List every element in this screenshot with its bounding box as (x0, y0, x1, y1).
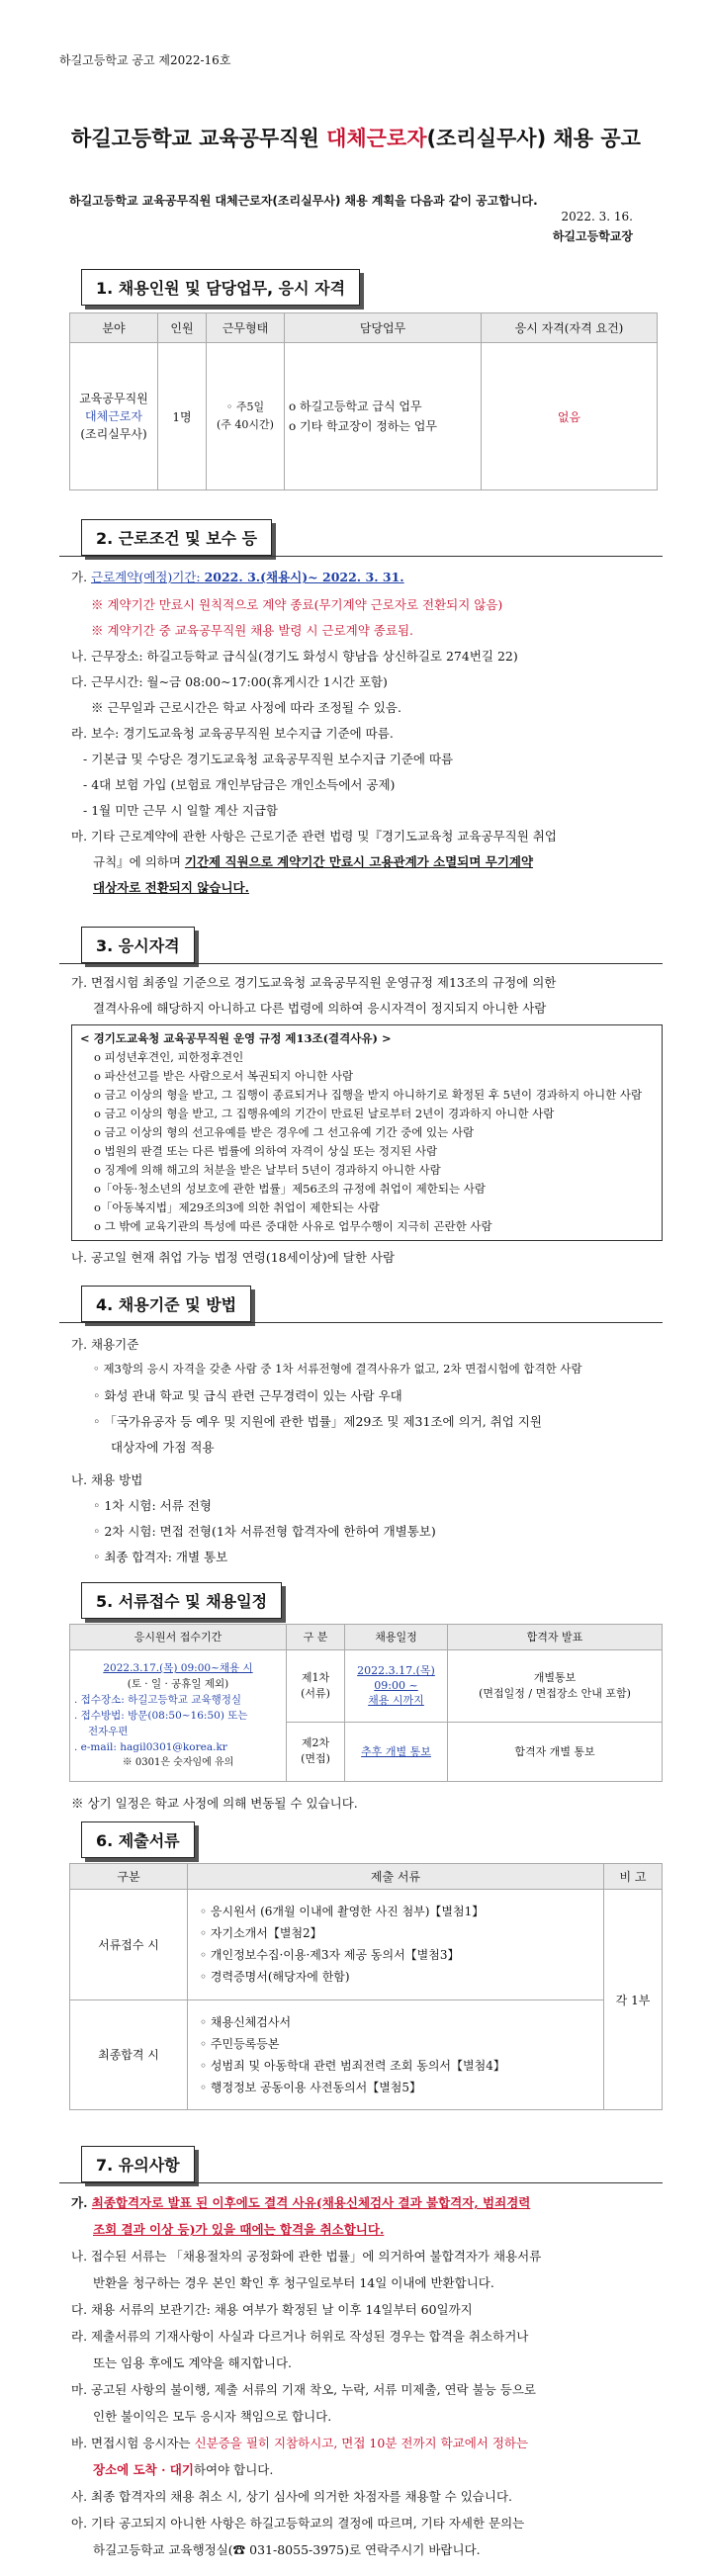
notice-6: 바. 면접시험 응시자는 신분증을 필히 지참하시고, 면접 10분 전까지 학교에서 정하는 (71, 2436, 529, 2450)
notice-8b: 하길고등학교 교육행정실(☎ 031-8055-3975)로 연락주시기 바랍니다. (93, 2542, 481, 2557)
salary-item-3: - 1월 미만 근무 시 일할 계산 지급함 (83, 803, 278, 818)
documents-table (69, 1863, 663, 2110)
notice-3: 다. 채용 서류의 보관기간: 채용 여부가 확정된 날 이후 14일부터 60일까지 (71, 2302, 473, 2317)
notice-5: 마. 공고된 사항의 불이행, 제출 서류의 기재 착오, 누락, 서류 미제출, 연락 불능 등으로 (71, 2382, 536, 2397)
list-item: o「아동·청소년의 성보호에 관한 법률」제56조의 규정에 취업이 제한되는 사람 (94, 1182, 486, 1196)
header-documents: 제출 서류 (188, 1864, 604, 1890)
notice-2: 나. 접수된 서류는 「채용절차의 공정화에 관한 법률」에 의거하여 불합격자가 채용서류 (71, 2249, 542, 2264)
work-place: 나. 근무장소: 하길고등학교 급식실(경기도 화성시 향남읍 상신하길로 274번길 22) (71, 649, 518, 664)
header-schedule: 채용일정 (345, 1625, 448, 1650)
divider (59, 1322, 663, 1323)
school-principal: 하길고등학교장 (552, 229, 633, 243)
schedule-note: ※ 상기 일정은 학교 사정에 의해 변동될 수 있습니다. (71, 1796, 358, 1811)
method-3: ◦ 최종 합격자: 개별 통보 (93, 1550, 228, 1564)
round-2-result: 합격자 개별 통보 (448, 1722, 663, 1781)
notice-8: 아. 기타 공고되지 아니한 사항은 하길고등학교의 결정에 따르며, 기타 자세한 문의는 (71, 2516, 525, 2531)
section-4-title: 4. 채용기준 및 방법 (81, 1286, 251, 1322)
round-2-schedule: 추후 개별 통보 (345, 1722, 448, 1781)
category-application: 서류접수 시 (70, 1890, 188, 2000)
list-item: o 그 밖에 교육기관의 특성에 따른 중대한 사유로 업무수행이 지극히 곤란한 사람 (94, 1219, 492, 1233)
contract-period: 가. 근로계약(예정)기간: 2022. 3.(채용시)~ 2022. 3. 31. (71, 570, 404, 584)
header-type: 구 분 (287, 1625, 345, 1650)
round-1-cell: 제1차 (서류) (287, 1649, 345, 1722)
salary-item-1: - 기본급 및 수당은 경기도교육청 교육공무직원 보수지급 기준에 따름 (83, 752, 454, 766)
header-work-type: 근무형태 (207, 313, 285, 343)
divider (59, 963, 663, 964)
section-1-title: 1. 채용인원 및 담당업무, 응시 자격 (81, 269, 360, 306)
header-note: 비 고 (604, 1864, 663, 1890)
list-item: o「아동복지법」제29조의3에 의한 취업이 제한되는 사람 (94, 1200, 380, 1214)
count-cell: 1명 (158, 343, 207, 490)
work-type-cell: ◦ 주5일 (주 40시간) (207, 343, 285, 490)
salary-item-2: - 4대 보험 가입 (보험료 개인부담금은 개인소득에서 공제) (83, 777, 396, 792)
notice-4: 라. 제출서류의 기재사항이 사실과 다르거나 허위로 작성된 경우는 합격을 취소하거나 (71, 2329, 529, 2344)
notice-1b: 조회 결과 이상 등)가 있을 때에는 합격을 취소합니다. (93, 2222, 385, 2237)
criteria-2: ◦ 화성 관내 학교 및 급식 관련 근무경력이 있는 사람 우대 (93, 1388, 402, 1403)
contract-note-1: ※ 계약기간 만료시 원칙적으로 계약 종료(무기계약 근로자로 전환되지 않음) (91, 597, 503, 612)
notice-2b: 반환을 청구하는 경우 본인 확인 후 청구일로부터 14일 이내에 반환합니다. (93, 2275, 494, 2290)
header-result: 합격자 발표 (448, 1625, 663, 1650)
list-item: o 금고 이상의 형의 선고유예를 받은 경우에 그 선고유예 기간 중에 있는 사람 (94, 1125, 475, 1139)
other-conditions-2: 규칙』에 의하며 기간제 직원으로 계약기간 만료시 고용관계가 소멸되며 무기계약 (93, 854, 534, 869)
section-2-title: 2. 근로조건 및 보수 등 (81, 519, 272, 556)
document-number: 하길고등학교 공고 제2022-16호 (59, 53, 231, 67)
list-item: o 피성년후견인, 피한정후견인 (94, 1050, 244, 1064)
list-item: o 파산선고를 받은 사람으로서 복권되지 아니한 사람 (94, 1069, 354, 1083)
other-conditions: 마. 기타 근로계약에 관한 사항은 근로기준 관련 법령 및『경기도교육청 교육공무직원 취업 (71, 829, 557, 844)
round-1-schedule: 2022.3.17.(목) 09:00 ~ 채용 시까지 (345, 1649, 448, 1722)
list-item: o 금고 이상의 형을 받고, 그 집행이 종료되거나 집행을 받지 아니하기로 확정된 후 5년이 경과하지 아니한 사람 (94, 1088, 643, 1102)
eligibility-1: 가. 면접시험 최종일 기준으로 경기도교육청 교육공무직원 운영규정 제13조의 규정에 의한 (71, 975, 557, 990)
application-period-cell: 2022.3.17.(목) 09:00~채용 시 (토 · 일 · 공휴일 제외) . 접수장소: 하길고등학교 교육행정실 . 접수방법: 방문(08:50~16:50) 또는 전자우편 . e-mail: hagil0301@korea.kr ※ 0301은 숫자임에 유의 (70, 1649, 287, 1781)
header-field: 분야 (70, 313, 158, 343)
notice-5b: 인한 불이익은 모두 응시자 책임으로 합니다. (93, 2409, 332, 2424)
list-item: ◦ 자기소개서【별첨2】 (200, 1926, 322, 1941)
list-item: o 금고 이상의 형을 받고, 그 집행유예의 기간이 만료된 날로부터 2년이 경과하지 아니한 사람 (94, 1107, 555, 1120)
header-duty: 담당업무 (285, 313, 482, 343)
field-cell: 교육공무직원 대체근로자 (조리실무사) (70, 343, 158, 490)
work-hours: 다. 근무시간: 월~금 08:00~17:00(휴게시간 1시간 포함) (71, 674, 388, 689)
section-3-title: 3. 응시자격 (81, 927, 195, 963)
list-item: ◦ 경력증명서(해당자에 한함) (200, 1970, 350, 1985)
round-1-result: 개별통보 (면접일정 / 면접장소 안내 포함) (448, 1649, 663, 1722)
header-category: 구분 (70, 1864, 188, 1890)
method-heading: 나. 채용 방법 (71, 1472, 143, 1487)
other-conditions-3: 대상자로 전환되지 않습니다. (93, 880, 249, 895)
divider (59, 2182, 663, 2183)
method-2: ◦ 2차 시험: 면접 전형(1차 서류전형 합격자에 한하여 개별통보) (93, 1524, 436, 1539)
criteria-3: ◦ 「국가유공자 등 예우 및 지원에 관한 법률」제29조 및 제31조에 의거, 취업 지원 (93, 1414, 542, 1429)
final-documents (188, 1999, 604, 2110)
list-item: ◦ 응시원서 (6개월 이내에 촬영한 사진 첨부)【별첨1】 (200, 1905, 485, 1919)
eligibility-2: 결격사유에 해당하지 아니하고 다른 법령에 의하여 응시자격이 정지되지 아니한 사람 (93, 1001, 547, 1016)
notice-7: 사. 최종 합격자의 채용 취소 시, 상기 심사에 의거한 차점자를 채용할 수 있습니다. (71, 2489, 513, 2504)
copies-note: 각 1부 (604, 1890, 663, 2110)
list-item: ◦ 주민등록등본 (200, 2036, 280, 2051)
list-item: ◦ 개인정보수집·이용·제3자 제공 동의서【별첨3】 (200, 1948, 460, 1963)
duty-cell: o 하길고등학교 급식 업무 o 기타 학교장이 정하는 업무 (285, 343, 482, 490)
contract-note-2: ※ 계약기간 중 교육공무직원 채용 발령 시 근로계약 종료됨. (91, 623, 413, 638)
round-2-cell: 제2차 (면접) (287, 1722, 345, 1781)
qualification-cell: 없음 (482, 343, 658, 490)
notice-6b: 장소에 도착 · 대기하여야 합니다. (93, 2462, 274, 2477)
section-5-title: 5. 서류접수 및 채용일정 (81, 1582, 282, 1619)
list-item: ◦ 행정정보 공동이용 사전동의서【별첨5】 (200, 2080, 422, 2094)
criteria-1: ◦ 제3항의 응시 자격을 갖춘 사람 중 1차 서류전형에 결격사유가 없고, 2차 면접시험에 합격한 사람 (93, 1362, 582, 1376)
page-title: 하길고등학교 교육공무직원 대체근로자(조리실무사) 채용 공고 (71, 127, 641, 150)
notice-4b: 또는 임용 후에도 계약을 해지합니다. (93, 2355, 292, 2370)
header-count: 인원 (158, 313, 207, 343)
schedule-table (69, 1624, 663, 1782)
intro-text: 하길고등학교 교육공무직원 대체근로자(조리실무사) 채용 계획을 다음과 같이 공고합니다. (69, 194, 538, 208)
notice-1: 가. 최종합격자로 발표 된 이후에도 결격 사유(채용신체검사 결과 불합격자, 범죄경력 (71, 2195, 531, 2210)
criteria-3b: 대상자에 가점 적용 (111, 1440, 215, 1455)
work-hours-note: ※ 근무일과 근로시간은 학교 사정에 따라 조정될 수 있음. (91, 700, 401, 715)
header-period: 응시원서 접수기간 (70, 1625, 287, 1650)
list-item: o 법원의 판결 또는 다른 법률에 의하여 자격이 상실 또는 정지된 사람 (94, 1144, 438, 1158)
category-final: 최종합격 시 (70, 1999, 188, 2110)
criteria-heading: 가. 채용기준 (71, 1337, 139, 1352)
recruitment-table (69, 312, 658, 490)
divider (59, 556, 663, 557)
announcement-date: 2022. 3. 16. (561, 210, 633, 223)
disqualification-box: < 경기도교육청 교육공무직원 운영 규정 제13조(결격사유) > o 피성년후견인, 피한정후견인 o 파산선고를 받은 사람으로서 복권되지 아니한 사람 o 금고 이상의 형을 받고, 그 집행이 종료되거나 집행을 받지 아니하기로 확정된 후 5년이 경과하지 아니한 사람 o 금고 이상의 형을 받고, 그 집행유예의 기간이 만료된 날로부터 2년이 경과하지 아니한 사람 o 금고 이상의 형의 선고유예를 받은 경우에 그 선고유예 기간 중에 있는 사람 o 법원의 판결 또는 다른 법률에 의하여 자격이 상실 또는 정지된 사람 o 징계에 의해 해고의 처분을 받은 날부터 5년이 경과하지 아니한 사람 o「아동·청소년의 성보호에 관한 법률」제56조의 규정에 취업이 제한되는 사람 o「아동복지법」제29조의3에 의한 취업이 제한되는 사람 o 그 밖에 교육기관의 특성에 따른 중대한 사유로 업무수행이 지극히 곤란한 사람 (71, 1024, 663, 1241)
header-qualification: 응시 자격(자격 요건) (482, 313, 658, 343)
disqualification-list (80, 1048, 654, 1236)
section-7-title: 7. 유의사항 (81, 2146, 195, 2182)
salary: 라. 보수: 경기도교육청 교육공무직원 보수지급 기준에 따름. (71, 726, 394, 741)
section-6-title: 6. 제출서류 (81, 1821, 195, 1858)
age-requirement: 나. 공고일 현재 취업 가능 법정 연령(18세이상)에 달한 사람 (71, 1250, 396, 1265)
list-item: o 징계에 의해 해고의 처분을 받은 날부터 5년이 경과하지 아니한 사람 (94, 1163, 441, 1177)
method-1: ◦ 1차 시험: 서류 전형 (93, 1498, 212, 1513)
list-item: ◦ 성범죄 및 아동학대 관련 범죄전력 조회 동의서【별첨4】 (200, 2058, 505, 2073)
application-documents (188, 1890, 604, 2000)
list-item: ◦ 채용신체검사서 (200, 2014, 292, 2029)
